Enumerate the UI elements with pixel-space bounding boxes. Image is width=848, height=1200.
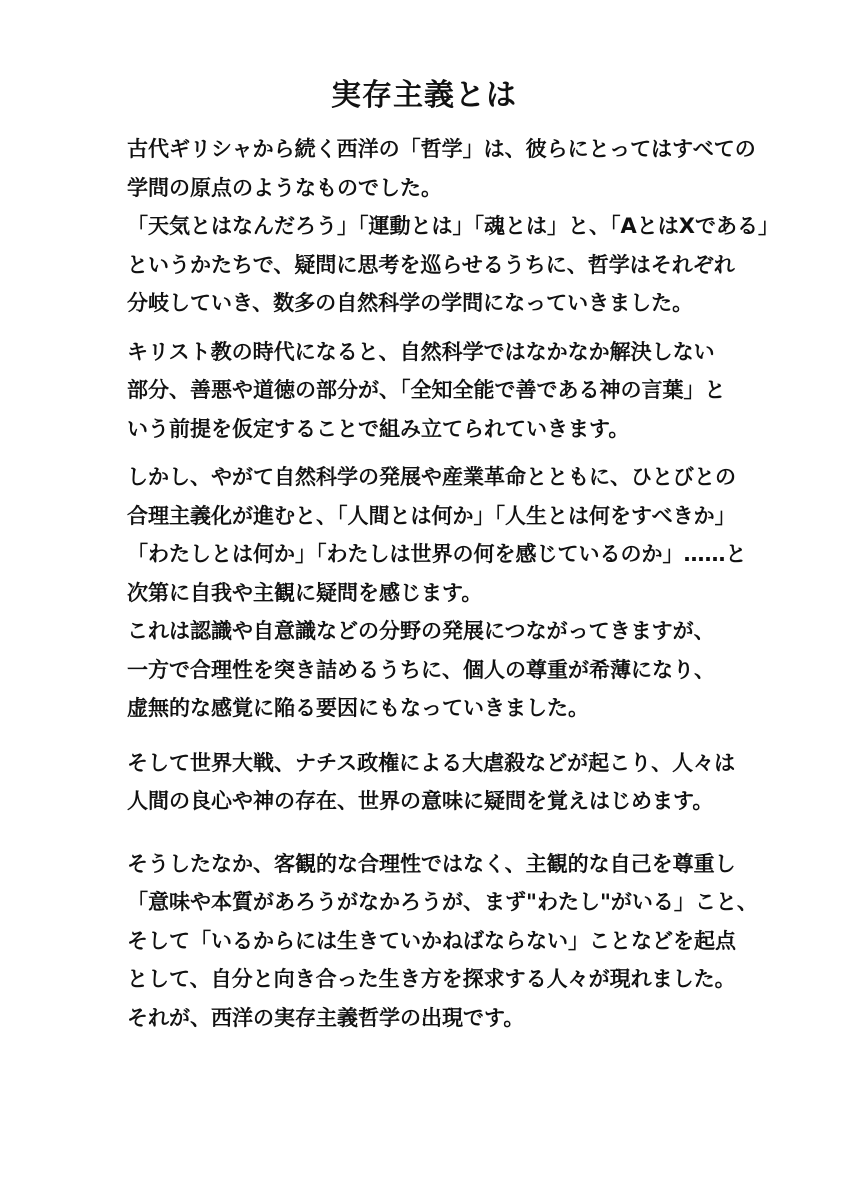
text-line: それが、西洋の実存主義哲学の出現です。	[127, 1005, 525, 1030]
text-line: 部分、善悪や道徳の部分が、「全知全能で善である神の言葉」と	[127, 378, 726, 402]
text-line: 学問の原点のようなものでした。	[127, 175, 442, 200]
text-line: しかし、やがて自然科学の発展や産業革命とともに、ひとびとの	[127, 465, 736, 489]
text-line: 分岐していき、数多の自然科学の学問になっていきました。	[127, 291, 694, 315]
text-line: 「わたしとは何か」「わたしは世界の何を感じているのか」……と	[127, 542, 747, 566]
paragraph-gap	[127, 821, 727, 845]
text-line: そして世界大戦、ナチス政権による大虐殺などが起こり、人々は	[127, 750, 736, 775]
paragraph-4	[127, 744, 736, 821]
paragraph-2	[127, 333, 727, 449]
paragraph-gap	[127, 448, 727, 458]
text-line: 合理主義化が進むと、「人間とは何か」「人生とは何をすべきか」	[127, 503, 736, 528]
paragraph-5	[127, 845, 758, 1038]
text-line: 人間の良心や神の存在、世界の意味に疑問を覚えはじめます。	[127, 789, 714, 813]
paragraph-3	[127, 458, 747, 728]
text-line: これは認識や自意識などの分野の発展につながってきますが、	[127, 619, 715, 643]
text-line: 古代ギリシャから続く西洋の「哲学」は、彼らにとってはすべての	[127, 137, 756, 161]
text-line: いう前提を仮定することで組み立てられていきます。	[127, 416, 630, 441]
page-title: 実存主義とは	[331, 78, 517, 113]
paragraph-gap	[127, 728, 727, 744]
text-line: 「天気とはなんだろう」「運動とは」「魂とは」と、「AとはXである」	[127, 214, 779, 238]
text-line: そうしたなか、客観的な合理性ではなく、主観的な自己を尊重し	[127, 851, 736, 876]
text-line: 「意味や本質があろうがなかろうが、まず"わたし"がいる」こと、	[127, 890, 758, 914]
text-line: 次第に自我や主観に疑問を感じます。	[127, 580, 483, 605]
document-body	[127, 130, 779, 1037]
text-line: 一方で合理性を突き詰めるうちに、個人の尊重が希薄になり、	[127, 657, 715, 682]
paragraph-1	[127, 130, 779, 323]
text-line: キリスト教の時代になると、自然科学ではなかなか解決しない	[127, 339, 715, 364]
text-line: 虚無的な感覚に陥る要因にもなっていきました。	[127, 696, 589, 720]
paragraph-gap	[127, 323, 727, 333]
text-line: そして「いるからには生きていかねばならない」ことなどを起点	[127, 928, 736, 953]
text-line: として、自分と向き合った生き方を探求する人々が現れました。	[127, 967, 736, 991]
text-line: というかたちで、疑問に思考を巡らせるうちに、哲学はそれぞれ	[127, 252, 735, 277]
